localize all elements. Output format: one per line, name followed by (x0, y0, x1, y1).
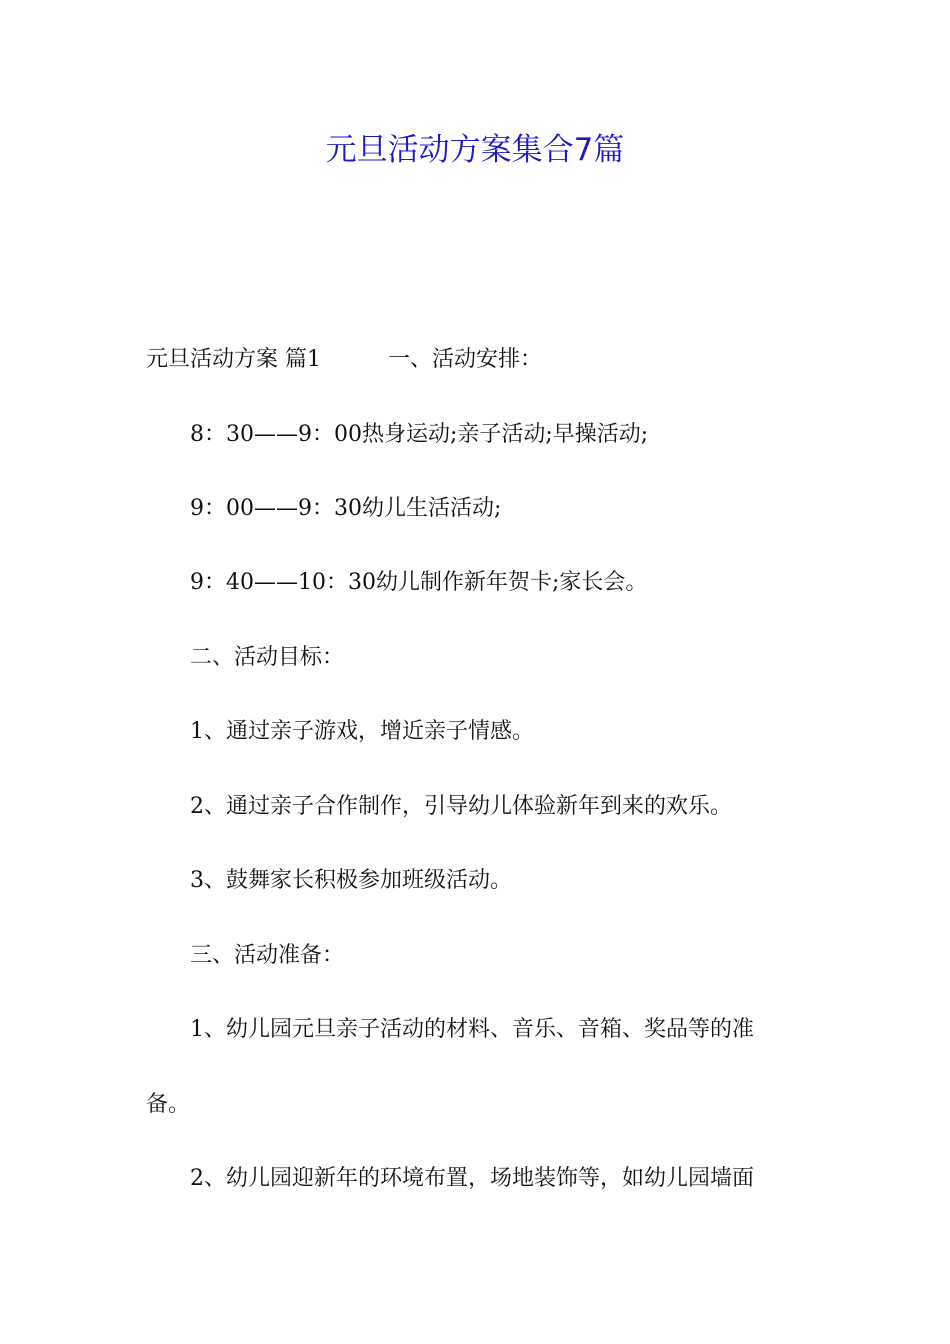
section-heading-line (146, 345, 810, 375)
paragraph-preparation-1: 1、幼儿园元旦亲子活动的材料、音乐、音箱、奖品等的准 (190, 1017, 754, 1042)
paragraph-goals-heading: 二、活动目标： (190, 645, 345, 670)
section-heading: 元旦活动方案 篇1 (146, 347, 321, 372)
paragraph-schedule-3: 9：40——10：30幼儿制作新年贺卡;家长会。 (190, 570, 648, 595)
paragraph-schedule-1: 8：30——9：00热身运动;亲子活动;早操活动; (190, 422, 649, 447)
paragraph-preparation-1-continued: 备。 (146, 1092, 191, 1117)
paragraph-schedule-2: 9：00——9：30幼儿生活活动; (190, 496, 502, 521)
document-title: 元旦活动方案集合7篇 (325, 132, 625, 168)
paragraph-activity-schedule-heading: 一、活动安排： (388, 347, 543, 372)
paragraph-goal-2: 2、通过亲子合作制作，引导幼儿体验新年到来的欢乐。 (190, 794, 732, 819)
paragraph-preparation-2: 2、幼儿园迎新年的环境布置，场地装饰等，如幼儿园墙面 (190, 1166, 754, 1191)
paragraph-goal-1: 1、通过亲子游戏，增近亲子情感。 (190, 719, 534, 744)
paragraph-goal-3: 3、鼓舞家长积极参加班级活动。 (190, 868, 512, 893)
paragraph-preparation-heading: 三、活动准备： (190, 943, 345, 968)
